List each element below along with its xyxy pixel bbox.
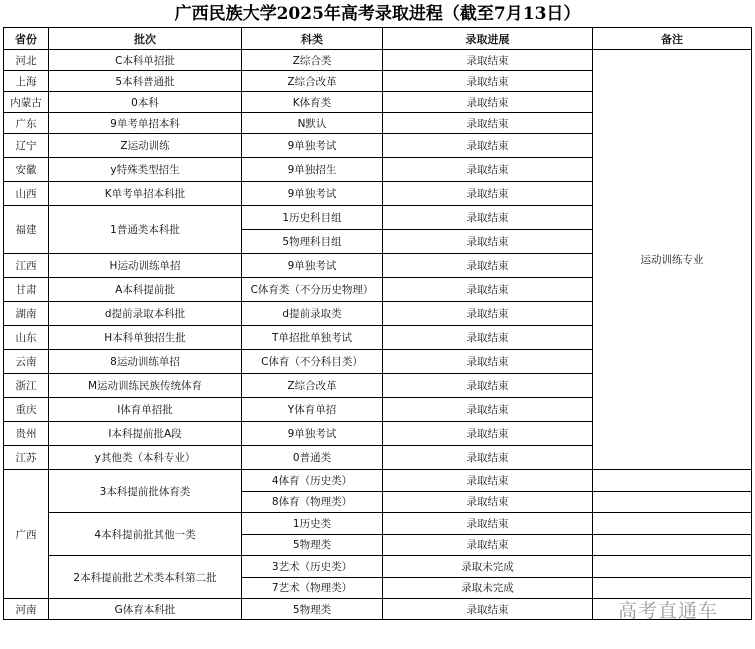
province-cell: 内蒙古 (4, 92, 49, 113)
province-cell: 河北 (4, 50, 49, 71)
progress-cell: 录取结束 (383, 446, 593, 470)
progress-cell: 录取结束 (383, 134, 593, 158)
category-cell: 0普通类 (242, 446, 383, 470)
batch-cell: d提前录取本科批 (49, 302, 242, 326)
province-cell: 浙江 (4, 374, 49, 398)
progress-cell: 录取结束 (383, 491, 593, 513)
province-cell: 湖南 (4, 302, 49, 326)
page-title: 广西民族大学2025年高考录取进程（截至7月13日） (174, 4, 581, 24)
batch-cell: K单考单招本科批 (49, 182, 242, 206)
batch-cell: H本科单独招生批 (49, 326, 242, 350)
batch-cell: A本科提前批 (49, 278, 242, 302)
category-cell: 1历史科目组 (242, 206, 383, 230)
progress-cell: 录取结束 (383, 599, 593, 620)
progress-cell: 录取结束 (383, 513, 593, 535)
progress-cell: 录取结束 (383, 302, 593, 326)
table-row (4, 599, 752, 620)
province-cell: 山东 (4, 326, 49, 350)
notes-cell (593, 470, 752, 492)
province-cell: 福建 (4, 206, 49, 254)
notes-cell (593, 491, 752, 513)
progress-cell: 录取结束 (383, 113, 593, 134)
batch-cell: 3本科提前批体育类 (49, 470, 242, 513)
category-cell: T单招批单独考试 (242, 326, 383, 350)
progress-cell: 录取结束 (383, 182, 593, 206)
category-cell: 1历史类 (242, 513, 383, 535)
category-cell: K体育类 (242, 92, 383, 113)
progress-cell: 录取结束 (383, 50, 593, 71)
province-cell: 广东 (4, 113, 49, 134)
progress-cell: 录取结束 (383, 278, 593, 302)
batch-cell: 5本科普通批 (49, 71, 242, 92)
progress-cell: 录取结束 (383, 71, 593, 92)
category-cell: 7艺术（物理类） (242, 577, 383, 599)
watermark: 高考直通车 (618, 600, 719, 622)
notes-cell (593, 599, 752, 620)
progress-cell: 录取结束 (383, 374, 593, 398)
progress-cell: 录取结束 (383, 206, 593, 230)
header-notes: 备注 (593, 28, 752, 50)
admission-progress-table (3, 27, 752, 620)
category-cell: 9单独考试 (242, 254, 383, 278)
batch-cell: 8运动训练单招 (49, 350, 242, 374)
batch-cell: 0本科 (49, 92, 242, 113)
batch-cell: 1普通类本科批 (49, 206, 242, 254)
progress-cell: 录取结束 (383, 534, 593, 556)
batch-cell: Z运动训练 (49, 134, 242, 158)
province-cell: 重庆 (4, 398, 49, 422)
notes-cell (593, 534, 752, 556)
province-cell: 贵州 (4, 422, 49, 446)
category-cell: 8体育（物理类） (242, 491, 383, 513)
category-cell: Z综合改革 (242, 71, 383, 92)
province-cell: 河南 (4, 599, 49, 620)
progress-cell: 录取结束 (383, 350, 593, 374)
category-cell: 3艺术（历史类） (242, 556, 383, 578)
category-cell: C体育（不分科目类） (242, 350, 383, 374)
category-cell: 9单独考试 (242, 182, 383, 206)
province-cell: 甘肃 (4, 278, 49, 302)
category-cell: 5物理类 (242, 599, 383, 620)
batch-cell: M运动训练民族传统体育 (49, 374, 242, 398)
category-cell: 9单独考试 (242, 422, 383, 446)
batch-cell: C本科单招批 (49, 50, 242, 71)
header-category: 科类 (242, 28, 383, 50)
batch-cell: y其他类（本科专业） (49, 446, 242, 470)
category-cell: N默认 (242, 113, 383, 134)
progress-cell: 录取未完成 (383, 556, 593, 578)
progress-cell: 录取结束 (383, 92, 593, 113)
category-cell: 5物理类 (242, 534, 383, 556)
progress-cell: 录取结束 (383, 230, 593, 254)
header-province: 省份 (4, 28, 49, 50)
category-cell: Y体育单招 (242, 398, 383, 422)
batch-cell: I体育单招批 (49, 398, 242, 422)
province-cell: 江苏 (4, 446, 49, 470)
progress-cell: 录取结束 (383, 422, 593, 446)
category-cell: C体育类（不分历史物理） (242, 278, 383, 302)
category-cell: Z综合改革 (242, 374, 383, 398)
batch-cell: 9单考单招本科 (49, 113, 242, 134)
notes-cell (593, 556, 752, 578)
progress-cell: 录取结束 (383, 326, 593, 350)
category-cell: d提前录取类 (242, 302, 383, 326)
header-batch: 批次 (49, 28, 242, 50)
province-cell: 安徽 (4, 158, 49, 182)
category-cell: 4体育（历史类） (242, 470, 383, 492)
category-cell: Z综合类 (242, 50, 383, 71)
category-cell: 5物理科目组 (242, 230, 383, 254)
province-cell: 云南 (4, 350, 49, 374)
table-row (4, 556, 752, 578)
batch-cell: 4本科提前批其他一类 (49, 513, 242, 556)
province-cell: 广西 (4, 470, 49, 599)
province-cell: 山西 (4, 182, 49, 206)
province-cell: 辽宁 (4, 134, 49, 158)
batch-cell: y特殊类型招生 (49, 158, 242, 182)
header-progress: 录取进展 (383, 28, 593, 50)
notes-cell-merged: 运动训练专业 (593, 50, 752, 470)
batch-cell: 2本科提前批艺术类本科第二批 (49, 556, 242, 599)
table-row (4, 513, 752, 535)
progress-cell: 录取结束 (383, 398, 593, 422)
table-header-row (4, 28, 752, 50)
province-cell: 江西 (4, 254, 49, 278)
notes-cell (593, 577, 752, 599)
category-cell: 9单独考试 (242, 134, 383, 158)
batch-cell: I本科提前批A段 (49, 422, 242, 446)
batch-cell: H运动训练单招 (49, 254, 242, 278)
progress-cell: 录取结束 (383, 470, 593, 492)
table-row (4, 470, 752, 492)
table-row (4, 50, 752, 71)
notes-cell (593, 513, 752, 535)
batch-cell: G体育本科批 (49, 599, 242, 620)
progress-cell: 录取结束 (383, 254, 593, 278)
province-cell: 上海 (4, 71, 49, 92)
category-cell: 9单独招生 (242, 158, 383, 182)
progress-cell: 录取未完成 (383, 577, 593, 599)
progress-cell: 录取结束 (383, 158, 593, 182)
